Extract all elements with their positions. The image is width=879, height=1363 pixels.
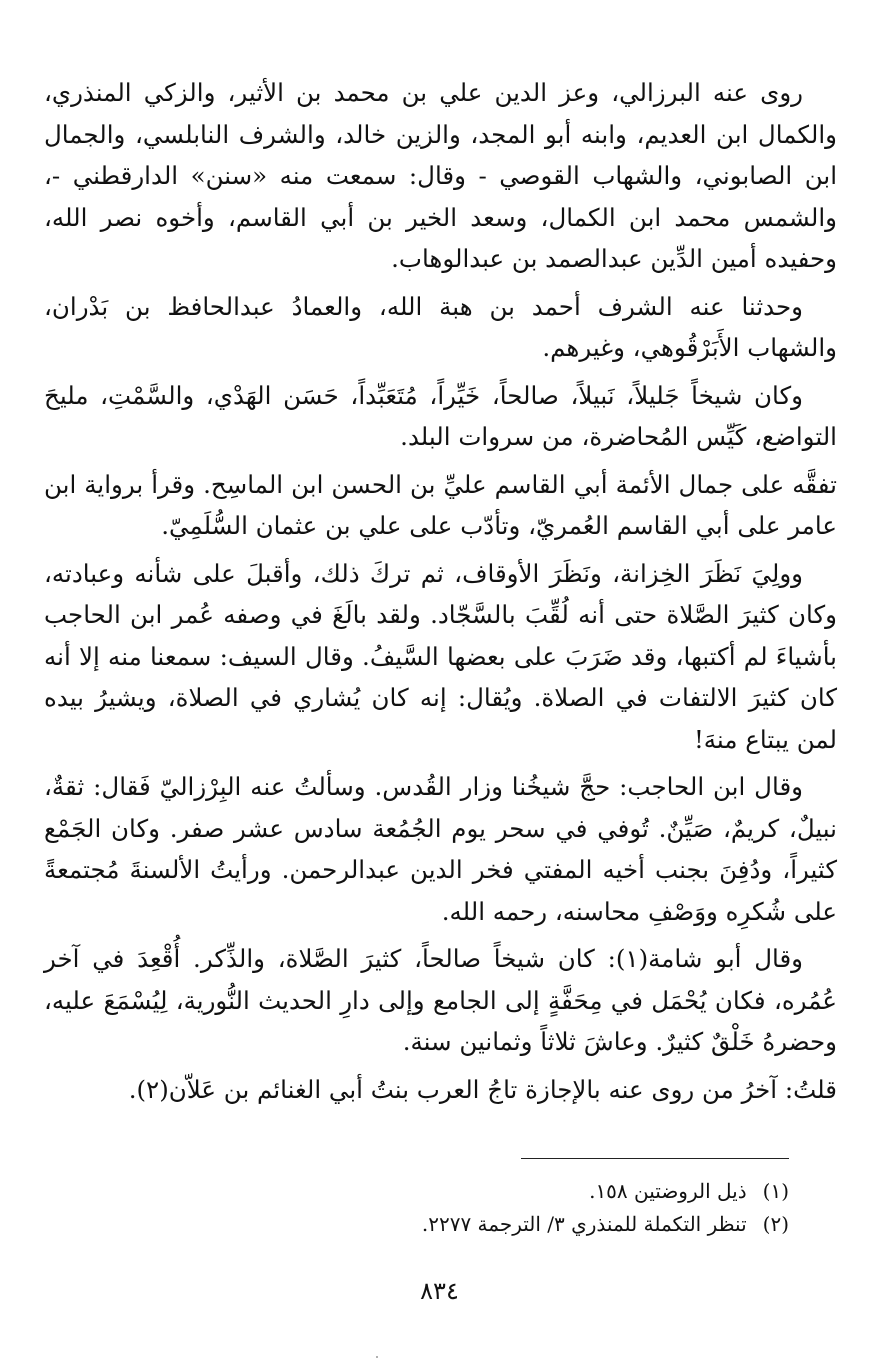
page-number: ٨٣٤ bbox=[420, 1277, 459, 1305]
paragraph-1: روى عنه البرزالي، وعز الدين علي بن محمد بن الأثير، والزكي المنذري، والكمال ابن العديم، وابنه أبو المجد، والزين خالد، والشرف النابلسي، والجمال ابن الصابوني، والشهاب القوصي - وقال: سمعت منه «سنن» الدارقطني -، والشمس محمد ابن الكمال، وسعد الخير بن أبي القاسم، وأخوه نصر الله، وحفيده أمين الدِّين عبدالصمد بن عبدالوهاب. bbox=[44, 78, 837, 273]
paragraph-4: تفقَّه على جمال الأئمة أبي القاسم عليِّ بن الحسن ابن الماسِح. وقرأ برواية ابن عامر على أبي القاسم العُمريّ، وتأدّب على علي بن عثمان السُّلَمِيّ. bbox=[44, 469, 837, 540]
scan-speck bbox=[376, 1356, 378, 1358]
footnote-separator bbox=[521, 1158, 789, 1159]
footnote-text: ذيل الروضتين ١٥٨. bbox=[589, 1179, 747, 1203]
paragraph-2: وحدثنا عنه الشرف أحمد بن هبة الله، والعمادُ عبدالحافظ بن بَدْران، والشهاب الأَبَرْقُوهي، وغيرهم. bbox=[44, 291, 837, 362]
footnote-text: تنظر التكملة للمنذري ٣/ الترجمة ٢٢٧٧. bbox=[421, 1212, 747, 1236]
footnotes bbox=[89, 1175, 789, 1241]
paragraph-3: وكان شيخاً جَليلاً، نَبيلاً، صالحاً، خَيِّراً، مُتَعَبِّداً، حَسَن الهَدْي، والسَّمْتِ، مليحَ التواضع، كَيِّس المُحاضرة، من سروات البلد. bbox=[44, 380, 837, 451]
footnote-number: (١) bbox=[762, 1179, 789, 1203]
paragraph-8: قلتُ: آخرُ من روى عنه بالإجازة تاجُ العرب بنتُ أبي الغنائم بن عَلاّن(٢). bbox=[128, 1074, 837, 1104]
paragraph-7: وقال أبو شامة(١): كان شيخاً صالحاً، كثيرَ الصَّلاة، والذِّكر. أُقْعِدَ في آخر عُمُره، فكان يُحْمَل في مِحَفَّةٍ إلى الجامع وإلى دارِ الحديث النُّورية، لِيُسْمَعَ عليه، وحضرهُ خَلْقٌ كثيرٌ. وعاشَ ثلاثاً وثمانين سنة. bbox=[44, 944, 837, 1056]
footnote-1 bbox=[89, 1175, 789, 1208]
paragraph-5: وولِيَ نَظَرَ الخِزانة، ونَظَرَ الأوقاف، ثم تركَ ذلك، وأقبلَ على شأنه وعبادته، وكان كثيرَ الصَّلاة حتى أنه لُقِّبَ بالسَّجّاد. ولقد بالَغَ في وصفه عُمر ابن الحاجب بأشياءَ لم أكتبها، وقد ضَرَبَ على بعضها السَّيفُ. وقال السيف: سمعنا منه إلا أنه كان كثيرَ الالتفات في الصلاة. ويُقال: إنه كان يُشاري في الصلاة، ويشيرُ بيده لمن يبتاع منهَ! bbox=[44, 558, 837, 754]
paragraph-6: وقال ابن الحاجب: حجَّ شيخُنا وزار القُدس. وسألتُ عنه البِرْزاليّ فَقال: ثقةٌ، نبيلٌ، كريمٌ، صَيِّنٌ. تُوفي في سحر يوم الجُمُعة سادس عشر صفر. وكان الجَمْع كثيراً، ودُفِنَ بجنب أخيه المفتي فخر الدين عبدالرحمن. ورأيتُ الألسنةَ مُجتمعةً على شُكرِه ووَصْفِ محاسنه، رحمه الله. bbox=[44, 772, 837, 926]
footnote-2 bbox=[89, 1208, 789, 1241]
main-text bbox=[44, 72, 837, 1116]
footnote-number: (٢) bbox=[762, 1212, 789, 1236]
